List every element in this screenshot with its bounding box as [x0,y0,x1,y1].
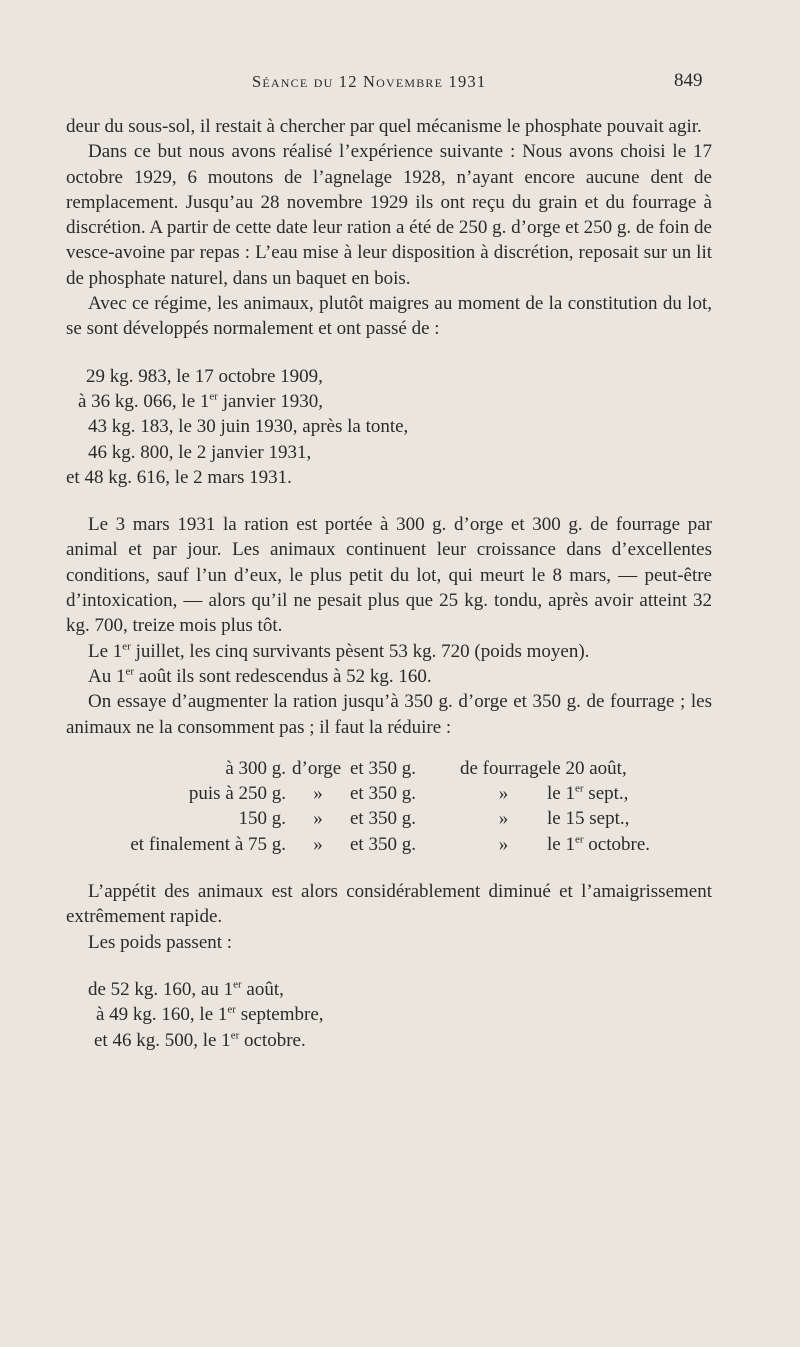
running-title: Séance du 12 Novembre 1931 [252,72,487,91]
final-weights-list [66,977,712,1053]
page-header [0,66,800,96]
weight-line: 46 kg. 800, le 2 janvier 1931, [88,441,312,463]
paragraph-8: L’appétit des animaux est alors considérablement diminué et l’amaigrissement extrêmement rapide. [66,881,712,928]
weight-line: de 52 kg. 160, au 1er août, [88,978,284,1000]
weight-line: et 48 kg. 616, le 2 mars 1931. [66,466,292,488]
weight-line: à 49 kg. 160, le 1er septembre, [96,1003,324,1026]
weights-list [66,364,712,490]
ration-table [66,756,687,857]
weight-line: 43 kg. 183, le 30 juin 1930, après la tonte, [88,416,409,438]
weight-line: et 46 kg. 500, le 1er octobre. [94,1029,306,1051]
ration-row: 150 g. » et 350 g. » le 15 sept., [238,808,630,830]
paragraph-5: Le 1er juillet, les cinq survivants pèsent 53 kg. 720 (poids moyen). [88,640,590,662]
paragraph-4: Le 3 mars 1931 la ration est portée à 300 g. d’orge et 300 g. de fourrage par animal et par jour. Les animaux continuent leur croissance dans d’excellentes conditions, sauf l’un d’eux, le plus petit du lot, qui meurt le 8 mars, — peut-être d’intoxication, — alors qu’il ne pesait plus que 25 kg. tondu, après avoir atteint 32 kg. 700, treize mois plus tôt. [66,514,712,637]
paragraph-7: On essaye d’augmenter la ration jusqu’à 350 g. d’orge et 350 g. de fourrage ; les animaux ne la consomment pas ; il faut la réduire : [66,691,712,738]
body-text [66,114,712,1053]
page-number: 849 [674,70,703,91]
paragraph-3: Avec ce régime, les animaux, plutôt maigres au moment de la constitution du lot, se sont développés normalement et ont passé de : [66,293,712,340]
paragraph-9: Les poids passent : [88,931,233,953]
weight-line: 29 kg. 983, le 17 octobre 1909, [86,365,323,387]
ration-row: puis à 250 g. » et 350 g. » le 1er sept., [188,782,629,805]
paragraph-2: Dans ce but nous avons réalisé l’expérience suivante : Nous avons choisi le 17 octobre 1929, 6 moutons de l’agnelage 1928, n’ayant encore aucune dent de remplacement. Jusqu’au 28 novembre 1929 ils ont reçu du grain et du fourrage à discrétion. A partir de cette date leur ration a été de 250 g. d’orge et 250 g. de foin de vesce-avoine par repas : L’eau mise à leur disposition à discrétion, reposait sur un lit de phosphate naturel, dans un baquet en bois. [66,141,712,289]
paragraph-6: Au 1er août ils sont redescendus à 52 kg. 160. [88,665,432,687]
ration-row: à 300 g. d’orge et 350 g. de fourrage le 20 août, [225,757,627,779]
ration-row: et finalement à 75 g. » et 350 g. » le 1er octobre. [130,833,651,855]
weight-line: à 36 kg. 066, le 1er janvier 1930, [78,390,323,412]
paragraph-1: deur du sous-sol, il restait à chercher par quel mécanisme le phosphate pouvait agir. [66,116,702,137]
